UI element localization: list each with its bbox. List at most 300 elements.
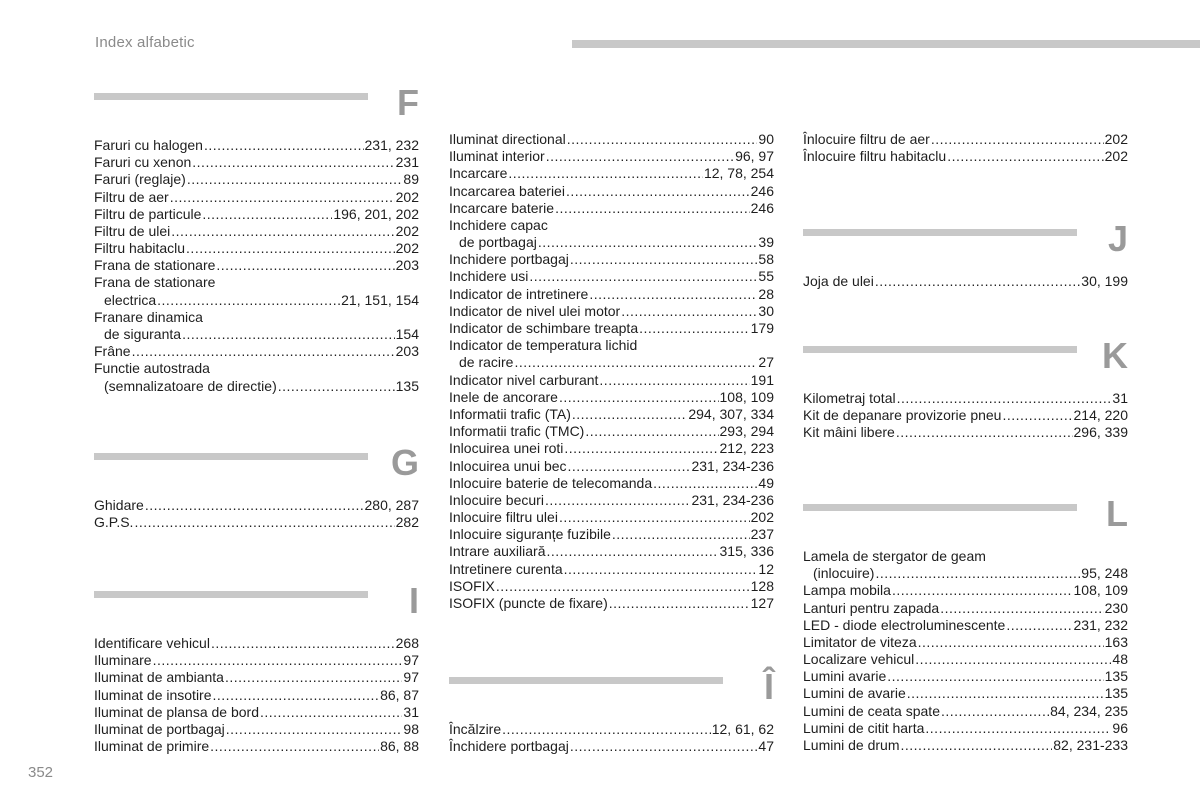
entry-list — [94, 635, 419, 755]
index-entry — [449, 492, 774, 509]
dot-leader — [901, 737, 1053, 754]
entry-term: Iluminat directional — [449, 131, 566, 147]
dot-leader — [572, 406, 687, 423]
section-rule — [94, 93, 368, 100]
entry-term: Înlocuire filtru de aer — [803, 131, 930, 147]
dot-leader — [947, 148, 1103, 165]
entry-pages: 282 — [395, 514, 419, 531]
index-entry — [803, 703, 1128, 720]
entry-pages: 280, 287 — [364, 497, 419, 513]
dot-leader — [171, 223, 394, 240]
entry-term: Inele de ancorare — [449, 388, 558, 405]
entry-pages: 203 — [395, 257, 419, 274]
entry-term: Indicator de intretinere — [449, 285, 589, 302]
entry-pages: 163 — [1104, 633, 1128, 650]
entry-pages: 212, 223 — [719, 440, 774, 457]
entry-pages: 28 — [758, 285, 774, 302]
entry-pages: 202 — [1104, 131, 1128, 147]
index-entry — [94, 206, 419, 223]
section-letter: Î — [763, 666, 774, 707]
index-entry — [449, 440, 774, 457]
entry-term: Inlocuirea unui bec — [449, 457, 567, 474]
page-number: 352 — [28, 764, 54, 781]
dot-leader — [931, 131, 1104, 148]
entry-term: Încălzire — [449, 721, 502, 737]
dot-leader — [599, 372, 749, 389]
entry-pages: 82, 231-233 — [1053, 737, 1128, 754]
index-entry — [449, 561, 774, 578]
index-entry — [94, 497, 419, 514]
dot-leader — [226, 721, 403, 738]
index-entry — [449, 721, 774, 738]
dot-leader — [940, 600, 1103, 617]
entry-term: Iluminat de primire — [94, 738, 210, 755]
entry-term: Iluminat de portbagaj — [94, 720, 225, 737]
dot-leader — [496, 578, 750, 595]
entry-term: Frana de stationare — [94, 274, 216, 291]
entry-pages: 237 — [750, 526, 774, 543]
entry-pages: 296, 339 — [1073, 424, 1128, 441]
index-entry — [449, 200, 774, 217]
entry-pages: 127 — [750, 595, 774, 612]
dot-leader — [514, 354, 757, 371]
entry-term: Filtru habitaclu — [94, 240, 186, 257]
index-entry — [94, 687, 419, 704]
entry-term: Lumini de ceata spate — [803, 702, 940, 719]
dot-leader — [621, 303, 757, 320]
section-g — [94, 442, 419, 531]
index-entry — [94, 240, 419, 257]
index-entry — [803, 582, 1128, 599]
entry-term: Inchidere usi — [449, 268, 529, 285]
entry-pages: 30 — [758, 302, 774, 319]
entry-term: Faruri (reglaje) — [94, 171, 186, 188]
section-rule — [94, 591, 368, 598]
section-letter: J — [1107, 218, 1128, 259]
index-entry — [449, 286, 774, 303]
index-entry — [94, 669, 419, 686]
entry-term: de siguranta — [104, 326, 182, 343]
dot-leader — [892, 582, 1073, 599]
index-entry — [94, 635, 419, 652]
entry-term: (semnalizatoare de directie) — [104, 377, 277, 394]
entry-term: Închidere portbagaj — [449, 738, 569, 755]
entry-pages: 154 — [395, 326, 419, 343]
index-entry — [94, 704, 419, 721]
index-entry — [94, 360, 419, 377]
index-entry — [803, 651, 1128, 668]
index-entry — [449, 251, 774, 268]
entry-term: Limitator de viteza — [803, 633, 917, 650]
entry-term: Franare dinamica — [94, 308, 203, 325]
dot-leader — [612, 526, 750, 543]
entry-pages: 203 — [395, 343, 419, 360]
entry-term: Functie autostrada — [94, 360, 210, 377]
section-l — [803, 493, 1128, 754]
entry-term: (inlocuire) — [813, 565, 875, 582]
entry-term: Filtru de particule — [94, 205, 202, 222]
dot-leader — [589, 286, 757, 303]
index-entry — [449, 389, 774, 406]
index-entry — [449, 234, 774, 251]
entry-pages: 196, 201, 202 — [333, 205, 419, 222]
dot-leader — [555, 200, 750, 217]
header-title: Index alfabetic — [95, 34, 195, 51]
entry-term: Inlocuire baterie de telecomanda — [449, 474, 653, 491]
entry-pages: 12, 78, 254 — [703, 165, 774, 182]
entry-pages: 135 — [1104, 685, 1128, 702]
index-entry — [803, 720, 1128, 737]
dot-leader — [153, 652, 403, 669]
dot-leader — [508, 165, 703, 182]
index-entry — [449, 526, 774, 543]
entry-list — [803, 273, 1128, 290]
entry-term: Incarcarea bateriei — [449, 182, 565, 199]
entry-term: Lumini de avarie — [803, 685, 906, 702]
section-letter: K — [1102, 335, 1128, 376]
dot-leader — [216, 257, 394, 274]
section-letter: G — [390, 442, 419, 483]
entry-term: Iluminare — [94, 652, 152, 669]
entry-term: Indicator de schimbare treapta — [449, 320, 639, 337]
index-entry — [94, 652, 419, 669]
section-rule — [803, 504, 1077, 511]
dot-leader — [653, 475, 757, 492]
dot-leader — [204, 137, 364, 154]
dot-leader — [568, 458, 691, 475]
dot-leader — [182, 326, 395, 343]
entry-term: Inlocuire filtru ulei — [449, 509, 558, 526]
section-rule — [94, 453, 368, 460]
dot-leader — [529, 269, 757, 286]
entry-list — [94, 497, 419, 531]
index-entry — [94, 738, 419, 755]
entry-pages: 55 — [758, 268, 774, 285]
entry-term: Intrare auxiliară — [449, 543, 546, 560]
dot-leader — [547, 544, 719, 561]
entry-pages: 12 — [758, 560, 774, 577]
entry-term: Frana de stationare — [94, 257, 216, 274]
entry-term: Lumini de drum — [803, 737, 900, 754]
entry-pages: 90 — [758, 131, 774, 147]
entry-term: Intretinere curenta — [449, 560, 563, 577]
entry-pages: 48 — [1112, 651, 1128, 668]
entry-pages: 268 — [395, 635, 419, 651]
entry-pages: 98 — [403, 720, 419, 737]
index-entry — [803, 634, 1128, 651]
entry-term: Faruri cu xenon — [94, 154, 192, 171]
entry-pages: 246 — [750, 199, 774, 216]
index-entry — [94, 343, 419, 360]
dot-leader — [585, 423, 718, 440]
index-entry — [803, 668, 1128, 685]
entry-term: Lampa mobila — [803, 582, 891, 599]
index-entry — [94, 721, 419, 738]
entry-pages: 202 — [395, 222, 419, 239]
index-entry — [449, 372, 774, 389]
index-entry — [449, 148, 774, 165]
entry-pages: 108, 109 — [1073, 582, 1128, 599]
dot-leader — [134, 514, 394, 531]
entry-term: ISOFIX (puncte de fixare) — [449, 595, 608, 612]
index-entry — [803, 737, 1128, 754]
index-entry — [803, 424, 1128, 441]
index-entry — [449, 578, 774, 595]
entry-term: electrica — [104, 291, 157, 308]
dot-leader — [559, 509, 750, 526]
index-entry — [94, 189, 419, 206]
dot-leader — [225, 669, 402, 686]
entry-pages: 39 — [758, 234, 774, 251]
entry-pages: 47 — [758, 738, 774, 755]
entry-pages: 202 — [1104, 148, 1128, 165]
dot-leader — [887, 668, 1103, 685]
index-entry — [94, 171, 419, 188]
index-entry — [449, 183, 774, 200]
index-entry — [803, 131, 1128, 148]
entry-pages: 96, 97 — [735, 148, 774, 165]
index-entry — [803, 686, 1128, 703]
dot-leader — [278, 378, 395, 395]
index-entry — [803, 273, 1128, 290]
index-entry — [94, 257, 419, 274]
entry-pages: 96 — [1112, 719, 1128, 736]
entry-term: Kit de depanare provizorie pneu — [803, 407, 1002, 424]
index-entry — [94, 514, 419, 531]
section-i-circumflex — [449, 666, 774, 755]
index-entry — [449, 595, 774, 612]
entry-pages: 202 — [395, 240, 419, 257]
entry-term: Lanturi pentru zapada — [803, 599, 940, 616]
dot-leader — [896, 424, 1073, 441]
dot-leader — [157, 292, 340, 309]
entry-term: de portbagaj — [459, 234, 537, 251]
index-entry — [449, 458, 774, 475]
dot-leader — [213, 687, 380, 704]
dot-leader — [545, 492, 691, 509]
entry-pages: 231, 234-236 — [691, 457, 774, 474]
index-entry — [449, 217, 774, 234]
entry-term: Informatii trafic (TMC) — [449, 423, 585, 440]
index-entry — [803, 407, 1128, 424]
entry-term: Inlocuire becuri — [449, 491, 544, 508]
entry-term: Incarcare baterie — [449, 199, 555, 216]
dot-leader — [145, 497, 364, 514]
index-entry — [449, 354, 774, 371]
index-entry — [449, 509, 774, 526]
entry-term: Lumini de citit harta — [803, 719, 925, 736]
entry-pages: 230 — [1104, 599, 1128, 616]
dot-leader — [538, 234, 758, 251]
index-entry — [94, 137, 419, 154]
entry-pages: 12, 61, 62 — [711, 721, 774, 737]
entry-pages: 202 — [395, 188, 419, 205]
index-entry — [803, 600, 1128, 617]
entry-term: de racire — [459, 354, 514, 371]
dot-leader — [170, 189, 395, 206]
entry-term: Iluminat interior — [449, 148, 545, 165]
entry-term: Localizare vehicul — [803, 651, 915, 668]
entry-term: LED - diode electroluminescente — [803, 616, 1006, 633]
entry-pages: 27 — [758, 354, 774, 371]
index-entry — [803, 617, 1128, 634]
entry-term: Kilometraj total — [803, 390, 896, 406]
entry-pages: 191 — [750, 371, 774, 388]
index-entry — [94, 292, 419, 309]
entry-pages: 231 — [395, 154, 419, 171]
entry-pages: 135 — [1104, 668, 1128, 685]
entry-term: Iluminat de ambianta — [94, 669, 224, 686]
entry-term: Înlocuire filtru habitaclu — [803, 148, 947, 165]
entry-term: G.P.S. — [94, 514, 134, 531]
index-entry — [94, 326, 419, 343]
entry-pages: 294, 307, 334 — [688, 406, 774, 422]
section-k — [803, 335, 1128, 442]
dot-leader — [546, 148, 734, 165]
index-entry — [449, 406, 774, 423]
dot-leader — [202, 206, 332, 223]
index-entry — [94, 275, 419, 292]
entry-pages: 86, 87 — [380, 686, 419, 703]
dot-leader — [132, 343, 395, 360]
entry-pages: 86, 88 — [380, 738, 419, 755]
entry-term: Inlocuire siguranțe fuzibile — [449, 526, 611, 543]
entry-term: Filtru de ulei — [94, 222, 171, 239]
entry-term: Identificare vehicul — [94, 635, 210, 651]
entry-list — [803, 131, 1128, 165]
entry-term: Joja de ulei — [803, 273, 874, 289]
dot-leader — [187, 171, 403, 188]
entry-term: Filtru de aer — [94, 188, 169, 205]
section-letter: I — [408, 580, 419, 621]
entry-list — [449, 131, 774, 612]
dot-leader — [211, 635, 395, 652]
entry-pages: 231, 232 — [1073, 616, 1128, 633]
entry-term: Inchidere capac — [449, 216, 548, 233]
entry-term: Informatii trafic (TA) — [449, 406, 571, 422]
dot-leader — [875, 273, 1080, 290]
index-entry — [449, 303, 774, 320]
dot-leader — [925, 720, 1111, 737]
entry-term: Lamela de stergator de geam — [803, 548, 986, 564]
entry-list — [803, 390, 1128, 442]
dot-leader — [192, 154, 394, 171]
index-entry — [449, 475, 774, 492]
entry-term: Incarcare — [449, 165, 508, 182]
dot-leader — [570, 251, 758, 268]
dot-leader — [1002, 407, 1072, 424]
entry-term: Kit mâini libere — [803, 424, 895, 441]
section-letter: L — [1106, 493, 1128, 534]
entry-pages: 58 — [758, 251, 774, 268]
entry-term: Lumini avarie — [803, 668, 887, 685]
index-entry — [803, 548, 1128, 565]
entry-pages: 231, 232 — [364, 137, 419, 153]
entry-list — [449, 721, 774, 755]
section-letter: F — [397, 82, 419, 123]
header-rule — [572, 40, 1200, 48]
index-entry — [449, 269, 774, 286]
index-entry — [449, 337, 774, 354]
entry-pages: 89 — [403, 171, 419, 188]
dot-leader — [260, 704, 402, 721]
entry-pages: 95, 248 — [1081, 565, 1128, 582]
entry-term: Inlocuirea unei roti — [449, 440, 564, 457]
entry-pages: 30, 199 — [1081, 273, 1128, 289]
dot-leader — [639, 320, 750, 337]
index-entry — [449, 131, 774, 148]
dot-leader — [570, 738, 758, 755]
entry-pages: 179 — [750, 320, 774, 337]
index-entry — [94, 223, 419, 240]
dot-leader — [897, 390, 1112, 407]
entry-list — [94, 137, 419, 395]
entry-pages: 21, 151, 154 — [341, 291, 419, 308]
dot-leader — [186, 240, 395, 257]
entry-term: Indicator nivel carburant — [449, 371, 599, 388]
dot-leader — [502, 721, 711, 738]
entry-pages: 31 — [1112, 390, 1128, 406]
entry-term: Frâne — [94, 343, 131, 360]
index-entry — [449, 320, 774, 337]
section-i — [94, 580, 419, 755]
dot-leader — [875, 565, 1080, 582]
dot-leader — [918, 634, 1104, 651]
entry-pages: 214, 220 — [1073, 407, 1128, 424]
entry-pages: 128 — [750, 577, 774, 594]
entry-list — [803, 548, 1128, 754]
entry-pages: 246 — [750, 182, 774, 199]
entry-pages: 97 — [403, 652, 419, 669]
entry-pages: 135 — [395, 377, 419, 394]
entry-pages: 84, 234, 235 — [1050, 702, 1128, 719]
dot-leader — [559, 389, 719, 406]
section-rule — [449, 677, 723, 684]
section-i-continued — [449, 131, 774, 612]
section-rule — [803, 229, 1077, 236]
section-j — [803, 218, 1128, 290]
index-entry — [803, 390, 1128, 407]
entry-term: ISOFIX — [449, 577, 495, 594]
entry-pages: 315, 336 — [719, 543, 774, 560]
index-entry — [449, 544, 774, 561]
entry-term: Indicator de temperatura lichid — [449, 337, 638, 354]
entry-term: Iluminat de plansa de bord — [94, 703, 259, 720]
section-rule — [803, 346, 1077, 353]
section-f — [94, 82, 419, 395]
dot-leader — [564, 561, 758, 578]
entry-term: Iluminat de insotire — [94, 686, 212, 703]
entry-pages: 202 — [750, 509, 774, 526]
index-entry — [803, 148, 1128, 165]
entry-pages: 108, 109 — [719, 388, 774, 405]
entry-pages: 231, 234-236 — [691, 491, 774, 508]
index-entry — [94, 378, 419, 395]
index-entry — [94, 309, 419, 326]
dot-leader — [907, 686, 1104, 703]
dot-leader — [210, 738, 379, 755]
index-entry — [449, 165, 774, 182]
dot-leader — [941, 703, 1049, 720]
entry-pages: 97 — [403, 669, 419, 686]
entry-term: Inchidere portbagaj — [449, 251, 569, 268]
dot-leader — [567, 131, 758, 148]
index-entry — [449, 423, 774, 440]
index-entry — [94, 154, 419, 171]
entry-pages: 31 — [403, 703, 419, 720]
entry-pages: 49 — [758, 474, 774, 491]
dot-leader — [1006, 617, 1072, 634]
